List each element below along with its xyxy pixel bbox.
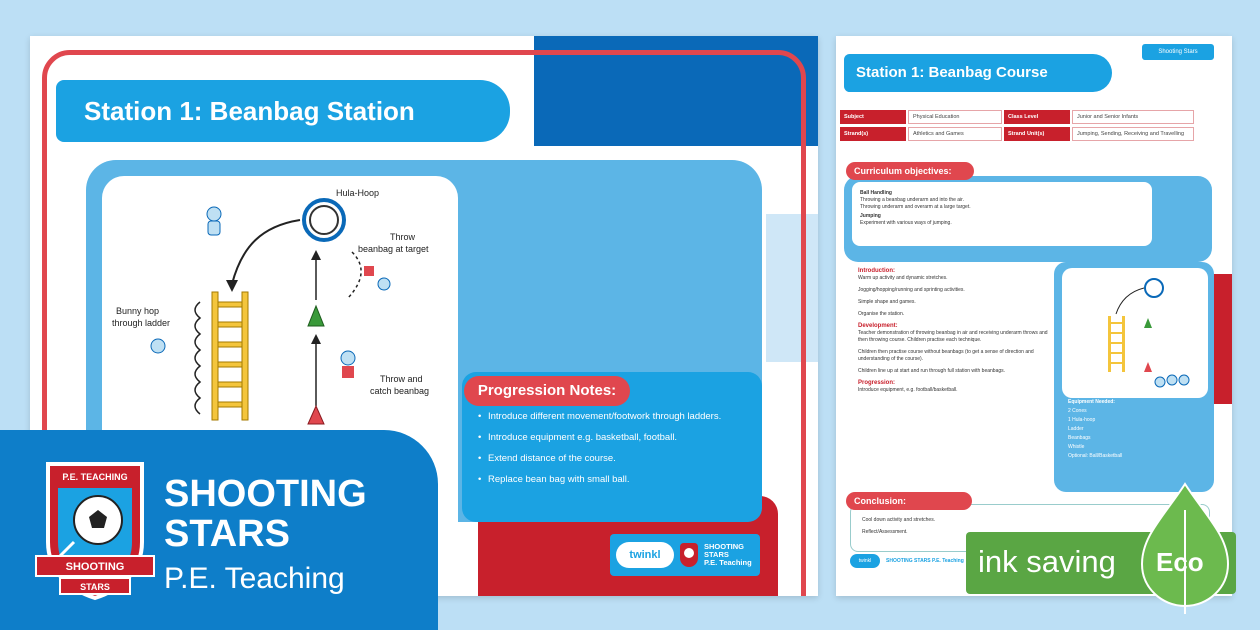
progression-list [478,410,748,494]
child-jumping-icon [207,207,221,221]
cone-icon [1144,318,1152,328]
eco-label: Eco [1156,547,1204,577]
curriculum-objectives [852,182,1152,246]
objective-line: Throwing a beanbag underarm and into the air. [860,197,964,203]
conclusion-label: Conclusion: [846,492,972,510]
label-bunny-hop-1: Bunny hop [116,306,160,316]
body-text: Jogging/hopping/running and sprinting activities. [858,287,965,293]
list-item: Optional: Ball/Basketball [1068,453,1123,459]
table-row [840,127,1230,141]
equipment-list [1062,398,1208,461]
objective-heading: Ball Handling [860,190,892,196]
list-item: • Extend distance of the course. [478,452,748,465]
label-catch-1: Throw and [380,374,423,384]
body-text: Introduce equipment, e.g. football/basketball. [858,387,958,393]
footer-line: STARS [704,550,729,559]
list-item: Whistle [1068,444,1085,450]
footer-brand-text: SHOOTING STARS P.E. Teaching [886,558,964,564]
hula-hoop-inner-icon [310,206,338,234]
red-cone-icon [308,406,324,424]
brand-title-line: STARS [164,513,290,555]
curriculum-label: Curriculum objectives: [846,162,974,180]
beanbag-icon [364,266,374,276]
right-footer [850,554,964,568]
meta-label: Subject [840,110,906,124]
throw-path-icon [348,252,361,298]
list-item: • Replace bean bag with small ball. [478,473,748,486]
meta-value: Jumping, Sending, Receiving and Travelling [1072,127,1194,141]
arrow-up-lower-head-icon [311,334,321,344]
page-title: Station 1: Beanbag Station [56,80,510,142]
child-catching-icon [341,351,355,365]
twinkl-logo: twinkl [616,542,674,568]
label-throw-1: Throw [390,232,416,242]
meta-value: Physical Education [908,110,1002,124]
brand-subtitle: P.E. Teaching [164,562,345,595]
body-text: Simple shape and games. [858,299,916,305]
shield-top-text: P.E. TEACHING [62,472,128,482]
label-hula-hoop: Hula-Hoop [336,188,380,198]
arrow-icon [1116,288,1144,314]
side-red-strip [1212,274,1232,404]
label-throw-2: beanbag at target [358,244,429,254]
hop-path-icon [195,302,200,414]
section-heading: Progression: [858,380,896,386]
footer-line: SHOOTING [704,542,745,551]
body-text: Warm up activity and dynamic stretches. [858,275,948,281]
body-text: Organise the station. [858,311,905,317]
cone-icon [308,306,324,326]
ladder-icon [1108,316,1125,372]
lesson-body [858,264,1054,399]
objective-line: Experiment with various ways of jumping. [860,220,952,226]
list-item: Beanbags [1068,435,1091,441]
twinkl-logo: twinkl [850,554,880,568]
objective-heading: Jumping [860,213,881,219]
table-row [840,110,1230,124]
list-item: • Introduce different movement/footwork through ladders. [478,410,748,423]
mini-diagram-svg [1062,268,1208,398]
lesson-title: Station 1: Beanbag Course [844,54,1112,92]
meta-label: Strand(s) [840,127,906,141]
mini-course-diagram [1062,268,1208,398]
list-item: 2 Cones [1068,408,1087,414]
list-item: 1 Hula-hoop [1068,417,1096,423]
objective-line: Throwing underarm and overarm at a large target. [860,204,971,210]
lesson-meta-table [840,110,1230,144]
red-cone-icon [1144,362,1152,372]
body-text: Teacher demonstration of throwing beanbag in air and receiving underarm throws and then throwing course. Children practise each technique. [858,330,1048,343]
arrow-up-head-icon [311,250,321,260]
shooting-stars-shield-logo [30,458,160,604]
conclusion-list [862,514,935,538]
ribbon-text-2: STARS [80,582,110,592]
label-catch-2: catch beanbag [370,386,430,396]
footer-line: P.E. Teaching [704,558,752,567]
child-hopping-icon [151,339,165,353]
catch-beanbag-icon [342,366,354,378]
body-text: Children then practise course without beanbags (to get a sense of direction and understanding of the course). [858,349,1034,362]
ribbon-text-1: SHOOTING [65,561,125,573]
child-body-icon [208,221,220,235]
child-icon [1179,375,1189,385]
child-throwing-icon [378,278,390,290]
equipment-heading: Equipment Needed: [1068,399,1115,405]
progression-title: Progression Notes: [464,376,630,406]
arrow-to-ladder-icon [232,220,300,284]
ink-saving-label: ink saving [978,544,1116,579]
meta-value: Athletics and Games [908,127,1002,141]
list-item: Ladder [1068,426,1084,432]
meta-value: Junior and Senior Infants [1072,110,1194,124]
brand-title-line: SHOOTING [164,473,367,515]
hula-hoop-icon [1145,279,1163,297]
section-heading: Development: [858,323,898,329]
list-item: Reflect/Assessment. [862,529,908,535]
brand-title [164,474,367,554]
section-heading: Introduction: [858,268,895,274]
list-item: • Introduce equipment e.g. basketball, football. [478,431,748,444]
footer-logo [610,534,760,576]
meta-label: Strand Unit(s) [1004,127,1070,141]
list-item: Cool down activity and stretches. [862,517,936,523]
series-tag: Shooting Stars [1142,44,1214,60]
body-text: Children line up at start and run through full station with beanbags. [858,368,1006,374]
arrow-head-icon [226,280,238,292]
child-icon [1167,375,1177,385]
ladder-icon [212,292,248,420]
label-bunny-hop-2: through ladder [112,318,171,328]
shield-icon [680,543,698,567]
meta-label: Class Level [1004,110,1070,124]
child-icon [1155,377,1165,387]
footer-brand-text [704,543,752,567]
